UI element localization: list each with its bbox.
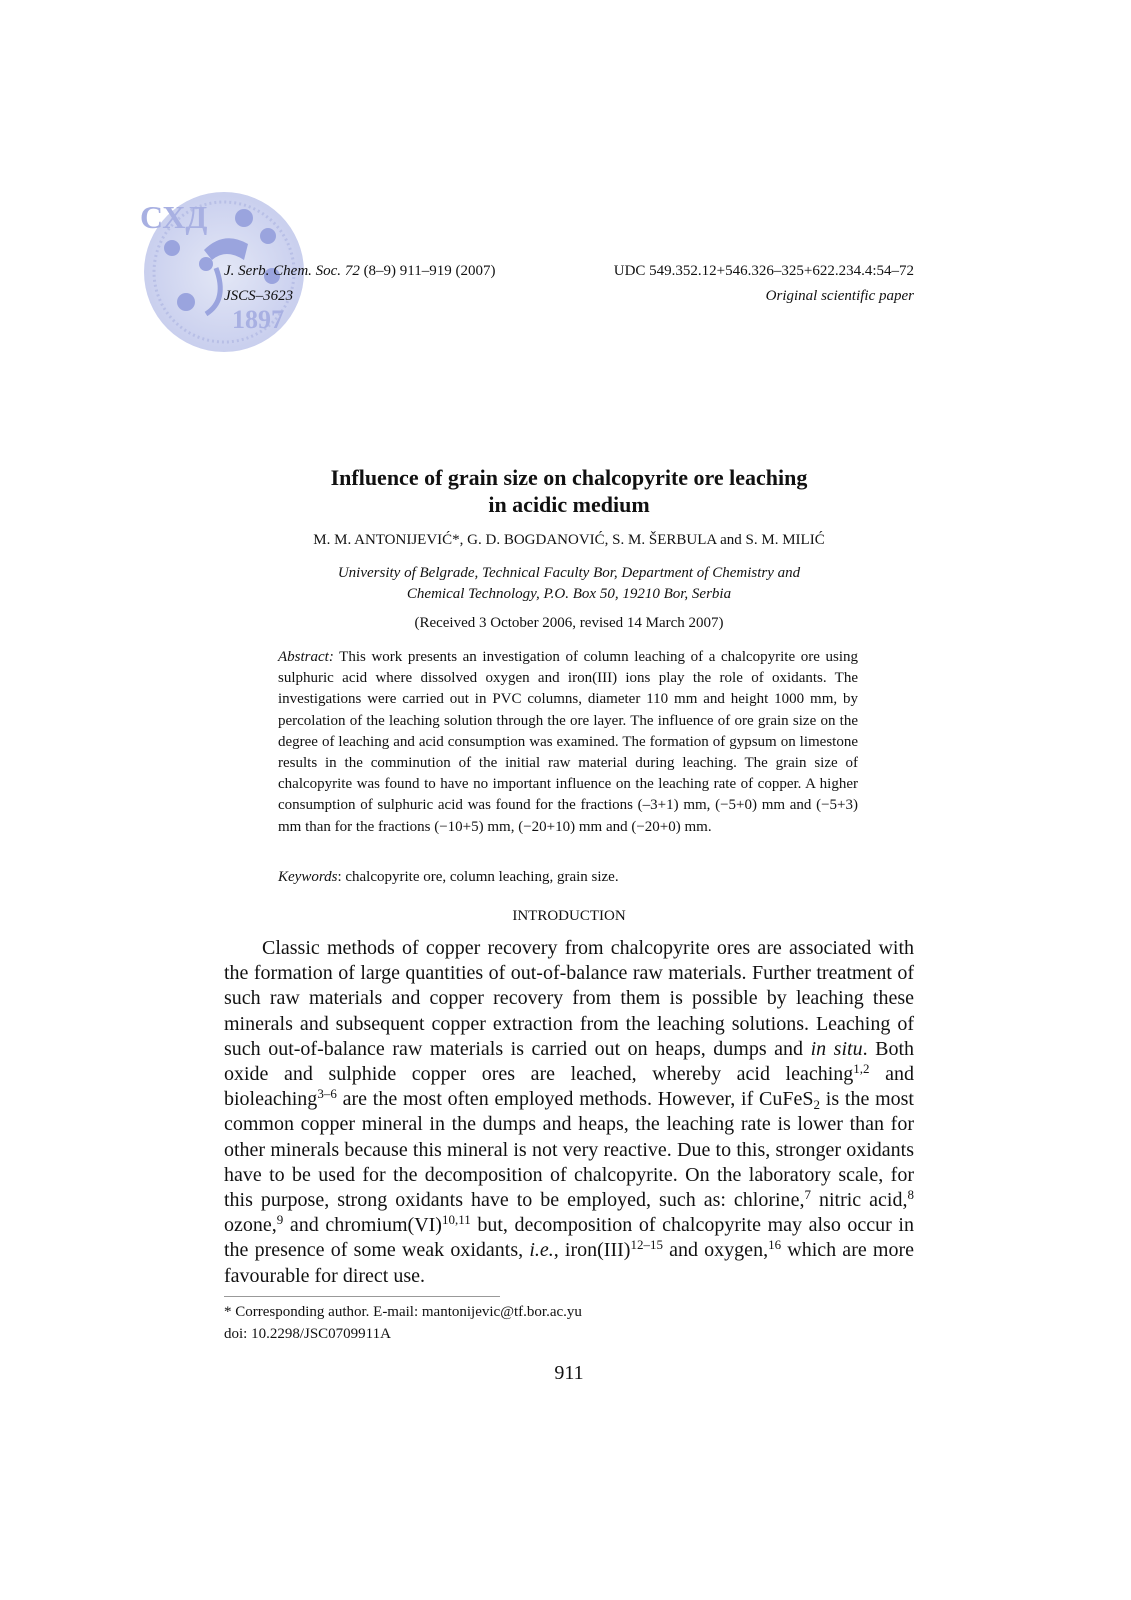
affiliation-line-1: University of Belgrade, Technical Faculty Bor, Department of Chemistry and: [337, 565, 801, 581]
ref-8: 8: [907, 1187, 914, 1203]
journal-issue-pages: (8–9) 911–919 (2007): [363, 263, 496, 279]
paper-code: JSCS–3623: [224, 288, 294, 304]
ref-10-11: 10,11: [441, 1212, 471, 1228]
paper-title: [224, 464, 914, 518]
journal-volume: 72: [344, 263, 360, 279]
ref-3-6: 3–6: [317, 1086, 337, 1102]
abstract-text: This work presents an investigation of column leaching of a chalcopyrite ore using sulphuric acid where dissolved oxygen and iron(III) ions play the role of oxidants. The investigations were carried out in PVC columns, diameter 110 mm and height 1000 mm, by percolation of the leaching solution through the ore layer. The influence of ore grain size on the degree of leaching and acid consumption was examined. The formation of gypsum on limestone results in the comminution of the initial raw material during leaching. The grain size of chalcopyrite was found to have no important influence on the leaching rate of copper. A higher consumption of sulphuric acid was found for the fractions (–3+1) mm, (−5+0) mm and (−5+3) mm than for the fractions (−10+5) mm, (−20+10) mm and (−20+0) mm.: [278, 649, 859, 835]
journal-citation: [224, 262, 496, 280]
affiliation-line-2: Chemical Technology, P.O. Box 50, 19210 Bor, Serbia: [406, 586, 732, 602]
introduction-paragraph: Classic methods of copper recovery from chalcopyrite ores are associated with the formation of large quantities of out-of-balance raw materials. Further treatment of such raw materials and copper recovery from them is possible by leaching these minerals and subsequent copper extraction from the leaching solutions. Leaching of such out-of-balance raw materials is carried out on heaps, dumps and in situ. Both oxide and sulphide copper ores are leached, whereby acid leaching$^{1,2}$ and bioleaching$^{3-6}$ are the most often employed methods. However, if CuFeS$_2$ is the most common copper mineral in the dumps and heaps, the leaching rate is lower than for other minerals because this mineral is not very reactive. Due to this, stronger oxidants have to be used for the decomposition of chalcopyrite. On the laboratory scale, for this purpose, strong oxidants have to be employed, such as: chlorine,$^7$ nitric acid,$^8$ ozone,$^9$ and chromium(VI)$^{10,11}$ but, decomposition of chalcopyrite may also occur in the presence of some weak oxidants, i.e., iron(III)$^{12-15}$ and oxygen,$^{16}$ which are more favourable for direct use.: [224, 937, 915, 1287]
udc-code: UDC 549.352.12+546.326–325+622.234.4:54–72: [613, 263, 914, 279]
ref-7: 7: [804, 1187, 811, 1203]
ref-9: 9: [276, 1212, 284, 1228]
affiliation: [224, 563, 914, 605]
doi: doi: 10.2298/JSC0709911A: [224, 1326, 391, 1342]
keywords-text: : chalcopyrite ore, column leaching, grain size.: [337, 869, 619, 885]
keywords-label: Keywords: [278, 869, 338, 885]
term-ie: i.e.: [529, 1239, 554, 1262]
abstract-label: Abstract:: [278, 649, 334, 665]
svg-text:СХД: СХД: [140, 199, 208, 235]
keywords: [278, 869, 858, 886]
authors: M. M. ANTONIJEVIĆ*, G. D. BOGDANOVIĆ, S. M. ŠERBULA and S. M. MILIĆ: [313, 532, 825, 548]
ref-1-2: 1,2: [853, 1061, 870, 1077]
title-line-2: in acidic medium: [488, 492, 650, 517]
ref-12-15: 12–15: [630, 1237, 663, 1253]
received-dates: (Received 3 October 2006, revised 14 March 2007): [414, 615, 724, 631]
page-number: 911: [554, 1362, 584, 1384]
corresponding-author-footnote: * Corresponding author. E-mail: mantonijevic@tf.bor.ac.yu: [224, 1304, 582, 1320]
svg-text:1897: 1897: [232, 305, 284, 334]
title-line-1: Influence of grain size on chalcopyrite ore leaching: [330, 465, 808, 490]
subscript-2: 2: [813, 1097, 820, 1113]
abstract: [278, 647, 858, 838]
journal-name: J. Serb. Chem. Soc.: [224, 263, 342, 279]
footnote-divider: [224, 1296, 500, 1297]
ref-16: 16: [768, 1237, 782, 1253]
paper-type: Original scientific paper: [765, 288, 914, 304]
term-in-situ: in situ: [810, 1037, 863, 1060]
section-heading-introduction: INTRODUCTION: [512, 908, 626, 924]
